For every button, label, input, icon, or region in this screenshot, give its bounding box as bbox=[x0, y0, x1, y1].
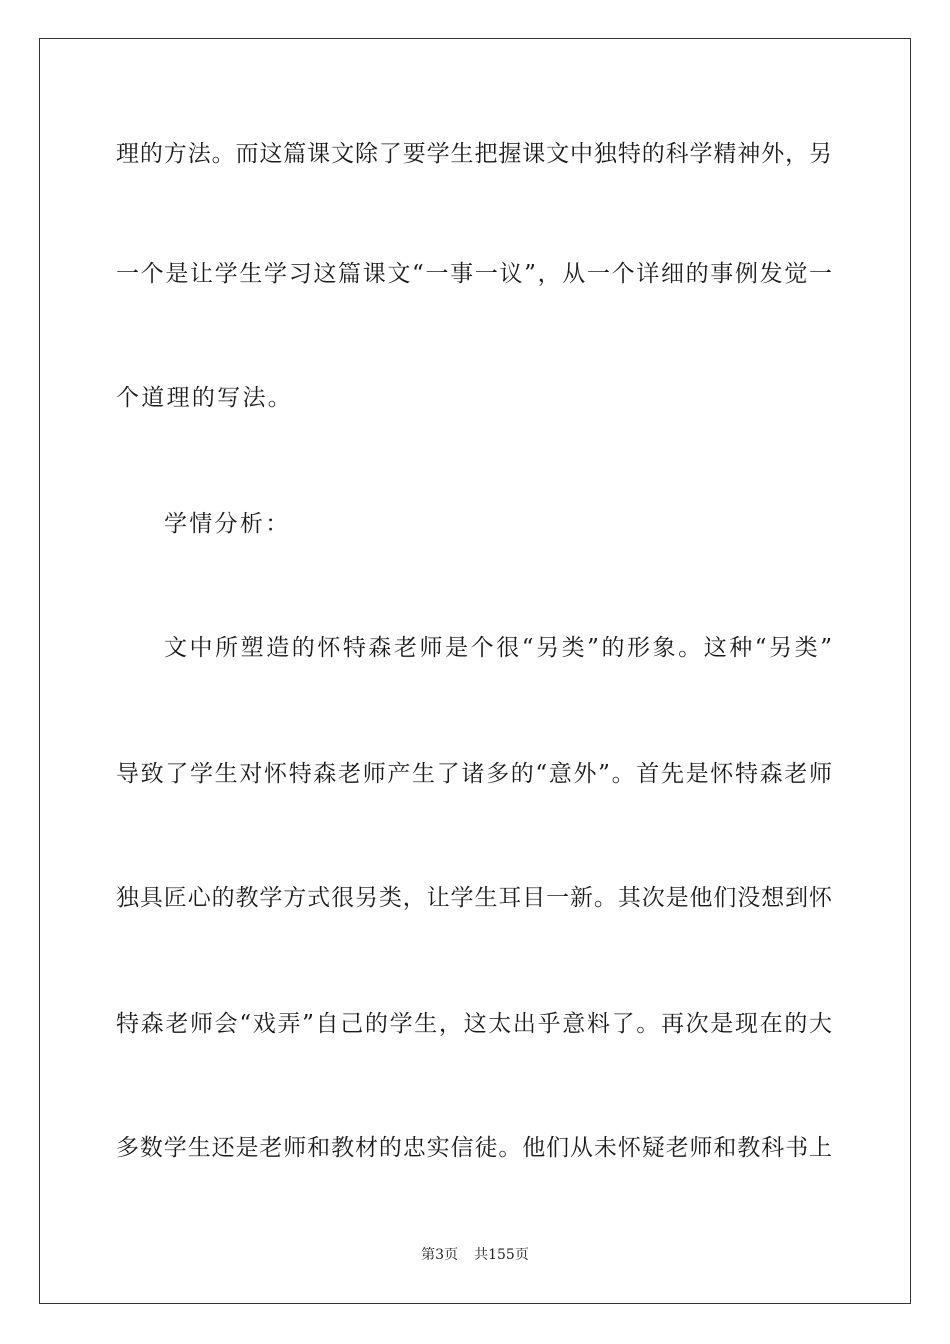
page-border bbox=[39, 38, 911, 1304]
section-heading: 学情分析： bbox=[164, 511, 291, 537]
body-line-2: 一个是让学生学习这篇课文“一事一议”，从一个详细的事例发觉一 bbox=[116, 261, 832, 287]
body-line-8: 特森老师会“戏弄”自己的学生，这太出乎意料了。再次是现在的大 bbox=[116, 1011, 832, 1037]
body-line-6: 导致了学生对怀特森老师产生了诸多的“意外”。首先是怀特森老师 bbox=[116, 761, 832, 787]
body-line-3: 个道理的写法。 bbox=[116, 385, 294, 411]
body-line-9: 多数学生还是老师和教材的忠实信徒。他们从未怀疑老师和教科书上 bbox=[116, 1135, 832, 1161]
body-line-5: 文中所塑造的怀特森老师是个很“另类”的形象。这种“另类” bbox=[164, 635, 832, 661]
page-number: 第3页 bbox=[421, 1247, 459, 1263]
page-footer bbox=[0, 1246, 950, 1264]
page-total: 共155页 bbox=[474, 1247, 529, 1263]
body-line-1: 理的方法。而这篇课文除了要学生把握课文中独特的科学精神外，另 bbox=[116, 141, 832, 167]
body-line-7: 独具匠心的教学方式很另类，让学生耳目一新。其次是他们没想到怀 bbox=[116, 885, 832, 911]
